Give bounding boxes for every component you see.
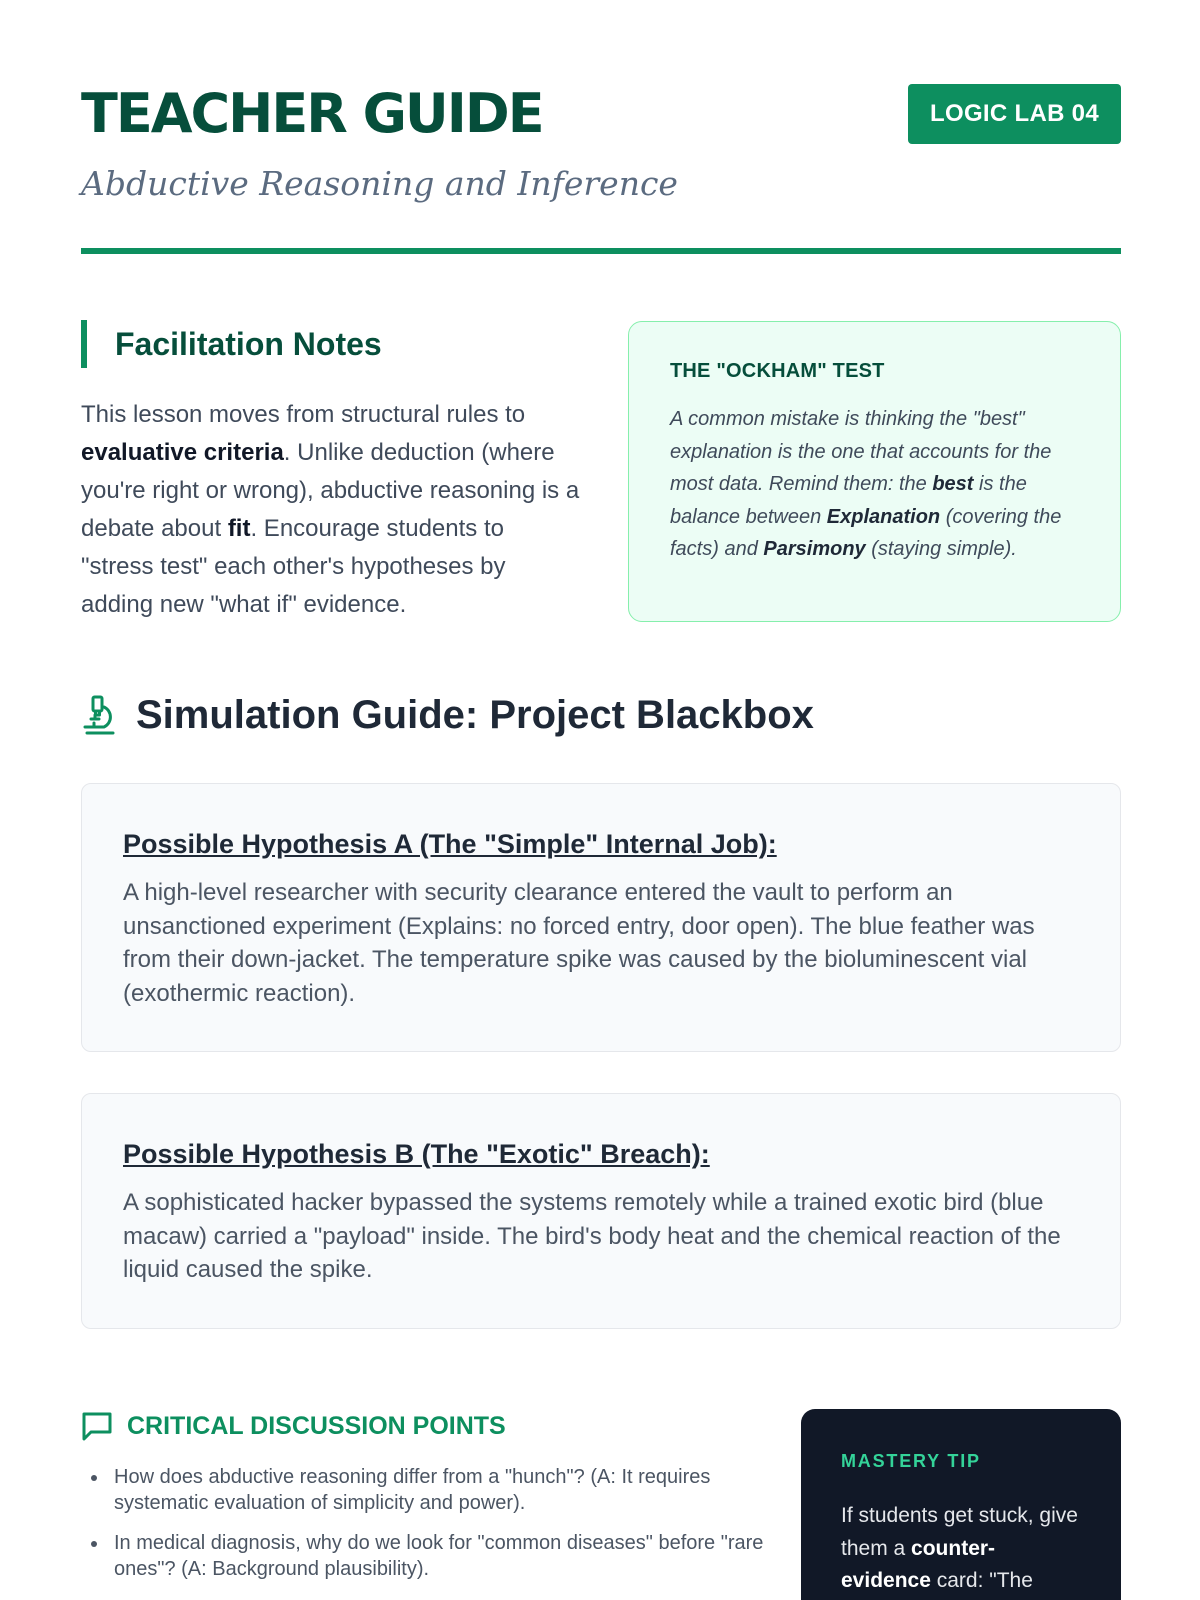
list-item: How does abductive reasoning differ from a "hunch"? (A: It requires systematic evaluation of simplicity and power). xyxy=(81,1464,781,1516)
ockham-heading: THE "OCKHAM" TEST xyxy=(670,360,885,382)
simulation-title: Simulation Guide: Project Blackbox xyxy=(136,692,814,737)
page-title: TEACHER GUIDE xyxy=(81,82,543,145)
header xyxy=(81,82,1121,254)
facilitation-text-part: . Unlike deduction (where you're right or wrong), abductive reasoning is a debate about xyxy=(81,439,580,542)
ockham-text-part: (covering the facts) and xyxy=(670,505,1062,560)
ockham-text-part: A common mistake is thinking the "best" explanation is the one that accounts for the most data. Remind them: the xyxy=(670,408,1052,495)
lab-badge: LOGIC LAB 04 xyxy=(908,84,1121,144)
facilitation-text xyxy=(81,396,581,624)
facilitation-notes xyxy=(81,320,581,624)
ockham-text-part: (staying simple). xyxy=(865,538,1017,560)
hypothesis-card-a xyxy=(81,783,1121,1052)
hypothesis-text: A sophisticated hacker bypassed the systems remotely while a trained exotic bird (blue macaw) carried a "payload" inside. The bird's body heat and the chemical reaction of the liquid caused the spike. xyxy=(123,1189,1061,1283)
facilitation-text-part: This lesson moves from structural rules to xyxy=(81,401,526,428)
facilitation-text-part: . Encourage students to "stress test" each other's hypotheses by adding new "what if" evidence. xyxy=(81,515,506,618)
mastery-tip-card xyxy=(801,1409,1121,1600)
hypothesis-text: A high-level researcher with security clearance entered the vault to perform an unsanctioned experiment (Explains: no forced entry, door open). The blue feather was from their down-jacket. The temperature spike was caused by the bioluminescent vial (exothermic reaction). xyxy=(123,879,1035,1007)
ockham-bold: best xyxy=(932,473,974,495)
message-square-icon xyxy=(81,1410,113,1442)
ockham-text-part: is the balance between xyxy=(670,473,1027,528)
mastery-text-part: If students get stuck, give them a xyxy=(841,1504,1078,1560)
mastery-text xyxy=(841,1500,1081,1598)
ockham-text xyxy=(670,403,1080,566)
discussion-list xyxy=(81,1464,781,1582)
mastery-heading: MASTERY TIP xyxy=(841,1451,981,1471)
mastery-bold: counter-evidence xyxy=(841,1536,996,1592)
ockham-bold: Parsimony xyxy=(763,538,866,560)
discussion-heading: CRITICAL DISCUSSION POINTS xyxy=(127,1411,506,1440)
page-subtitle: Abductive Reasoning and Inference xyxy=(81,164,678,203)
discussion-header xyxy=(81,1408,781,1444)
facilitation-heading: Facilitation Notes xyxy=(81,320,581,368)
hypothesis-card-b xyxy=(81,1093,1121,1329)
ockham-bold: Explanation xyxy=(826,505,941,528)
facilitation-bold: fit xyxy=(227,515,251,542)
simulation-header xyxy=(81,690,814,740)
hypothesis-heading: Possible Hypothesis B (The "Exotic" Breach): xyxy=(123,1139,710,1169)
ockham-test-callout xyxy=(628,321,1121,622)
microscope-icon xyxy=(81,694,119,736)
list-item: In medical diagnosis, why do we look for "common diseases" before "rare ones"? (A: Background plausibility). xyxy=(81,1530,781,1582)
facilitation-bold: evaluative criteria xyxy=(81,439,284,466)
discussion-points xyxy=(81,1408,781,1596)
hypothesis-heading: Possible Hypothesis A (The "Simple" Internal Job): xyxy=(123,829,777,859)
mastery-text-part: card: "The xyxy=(930,1569,1033,1592)
